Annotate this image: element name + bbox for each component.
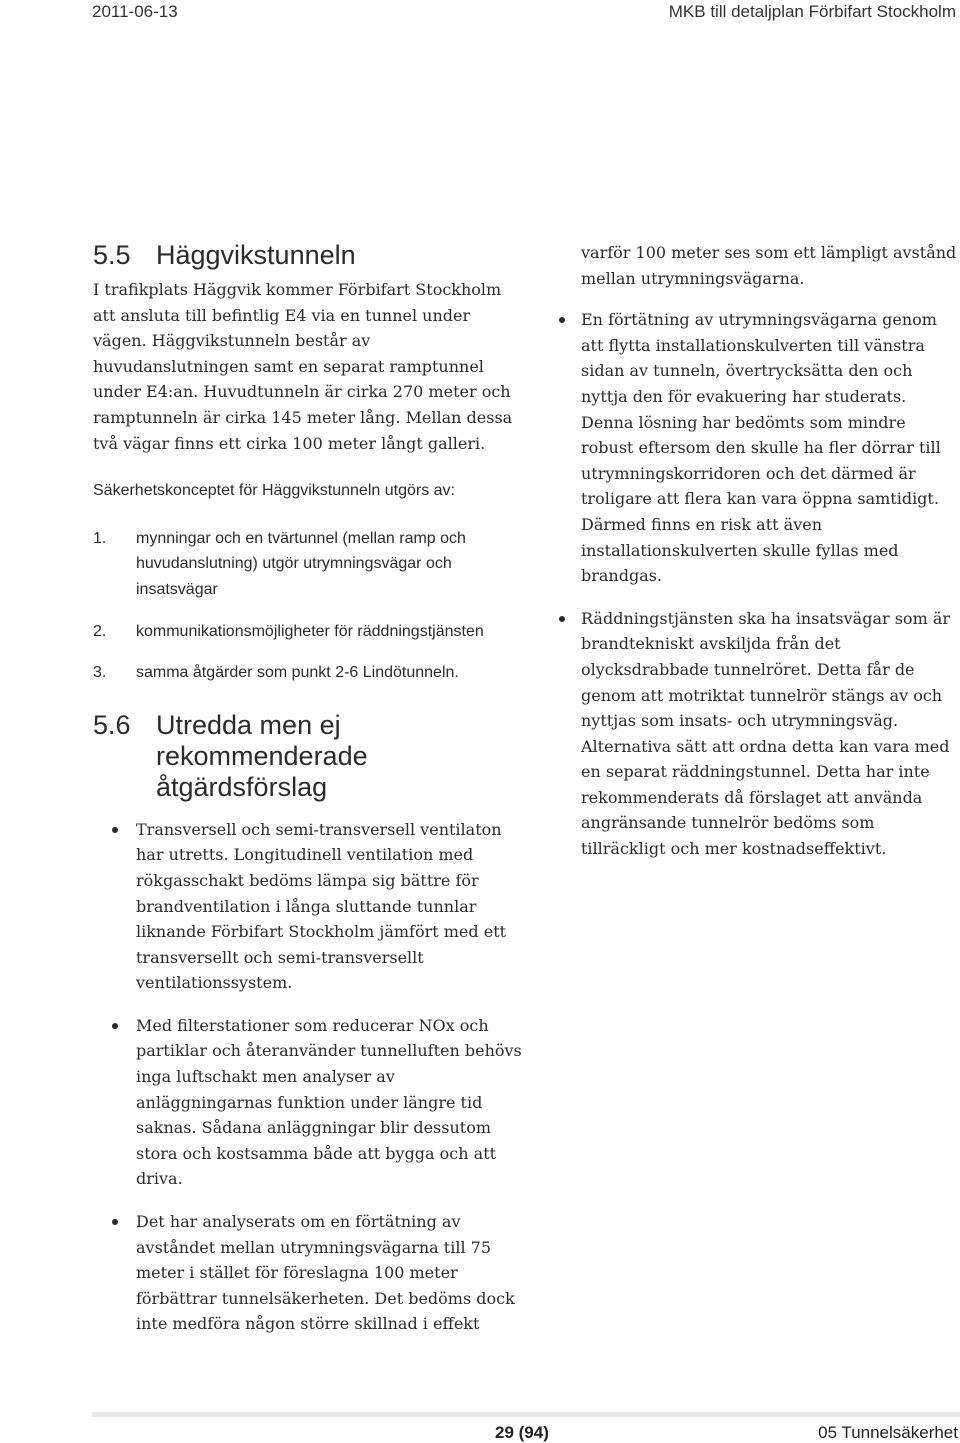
rejected-measures-list — [93, 817, 523, 1337]
section-title: Häggvikstunneln — [156, 240, 356, 270]
right-bullet-list — [581, 307, 960, 861]
list-item: Med filterstationer som reducerar NOx och partiklar och återanvänder tunnelluften behövs inga luftschakt men analyser av anläggningarnas funktion under längre tid saknas. Sådana anläggningar blir dessutom stora och kostsamma både att bygga och att driva. — [93, 1013, 523, 1192]
footer-divider — [92, 1412, 960, 1417]
list-text: samma åtgärder som punkt 2-6 Lindötunneln. — [136, 664, 459, 682]
continuation-paragraph: varför 100 meter ses som ett lämpligt avstånd mellan utrymningsvägarna. — [581, 243, 957, 288]
list-item — [93, 619, 523, 645]
section-number: 5.6 — [93, 709, 131, 740]
section-heading-5-6 — [93, 710, 523, 803]
section-heading-5-5 — [93, 240, 523, 271]
list-text: mynningar och en tvärtunnel (mellan ramp och huvudanslutning) utgör utrymningsvägar och insatsvägar — [136, 529, 466, 598]
intro-paragraph: I trafikplats Häggvik kommer Förbifart Stockholm att ansluta till befintlig E4 via en tunnel under vägen. Häggvikstunneln består av huvudanslutningen samt en separat ramptunnel under E4:an. Huvudtunneln är cirka 270 meter och ramptunneln är cirka 145 meter lång. Mellan dessa två vägar finns ett cirka 100 meter långt galleri. — [93, 280, 513, 453]
list-number: 1. — [93, 529, 107, 547]
header-date: 2011-06-13 — [92, 2, 178, 21]
list-item — [93, 526, 523, 603]
concept-lead: Säkerhetskonceptet för Häggvikstunneln utgörs av: — [93, 482, 455, 500]
list-item: Transversell och semi-transversell ventilaton har utretts. Longitudinell ventilation med rökgasschakt bedöms lämpa sig bättre för brandventilation i långa sluttande tunnlar liknande Förbifart Stockholm jämfört med ett transversellt och semi-transversellt ventilationssystem. — [93, 817, 523, 996]
chapter-label: 05 Tunnelsäkerhet — [818, 1423, 958, 1442]
list-item: Räddningstjänsten ska ha insatsvägar som är brandtekniskt avskiljda från det olycksdrabbade tunnelröret. Detta får de genom att motriktat tunnelrör stängs av och nyttjas som insats- och utrymningsväg. Alternativa sätt att ordna detta kan vara med en separat räddningstunnel. Detta har inte rekommenderats då förslaget att använda angränsande tunnelrör bedöms som tillräckligt och mer kostnadseffektivt. — [581, 606, 960, 862]
page-number: 29 (94) — [495, 1423, 549, 1442]
list-item — [93, 660, 523, 686]
right-column — [581, 240, 960, 879]
section-title: Utredda men ej rekommenderade åtgärdsförslag — [156, 709, 368, 802]
list-number: 2. — [93, 622, 107, 640]
concept-list — [93, 526, 523, 686]
list-item: Det har analyserats om en förtätning av avståndet mellan utrymningsvägarna till 75 meter i stället för föreslagna 100 meter förbättrar tunnelsäkerheten. Det bedöms dock inte medföra någon större skillnad i effekt — [93, 1209, 523, 1337]
section-number: 5.5 — [93, 240, 131, 270]
list-number: 3. — [93, 664, 107, 682]
list-item: En förtätning av utrymningsvägarna genom att flytta installationskulverten till vänstra sidan av tunneln, övertrycksätta den och nyttja den för evakuering har studerats. Denna lösning har bedömts som mindre robust eftersom den skulle ha fler dörrar till utrymningskorridoren och det därmed är troligare att flera kan vara öppna samtidigt. Därmed finns en risk att även installationskulverten skulle fyllas med brandgas. — [581, 307, 960, 589]
list-text: kommunikationsmöjligheter för räddningstjänsten — [136, 622, 484, 640]
left-column — [93, 240, 523, 1354]
header-document-title: MKB till detaljplan Förbifart Stockholm — [668, 2, 956, 21]
